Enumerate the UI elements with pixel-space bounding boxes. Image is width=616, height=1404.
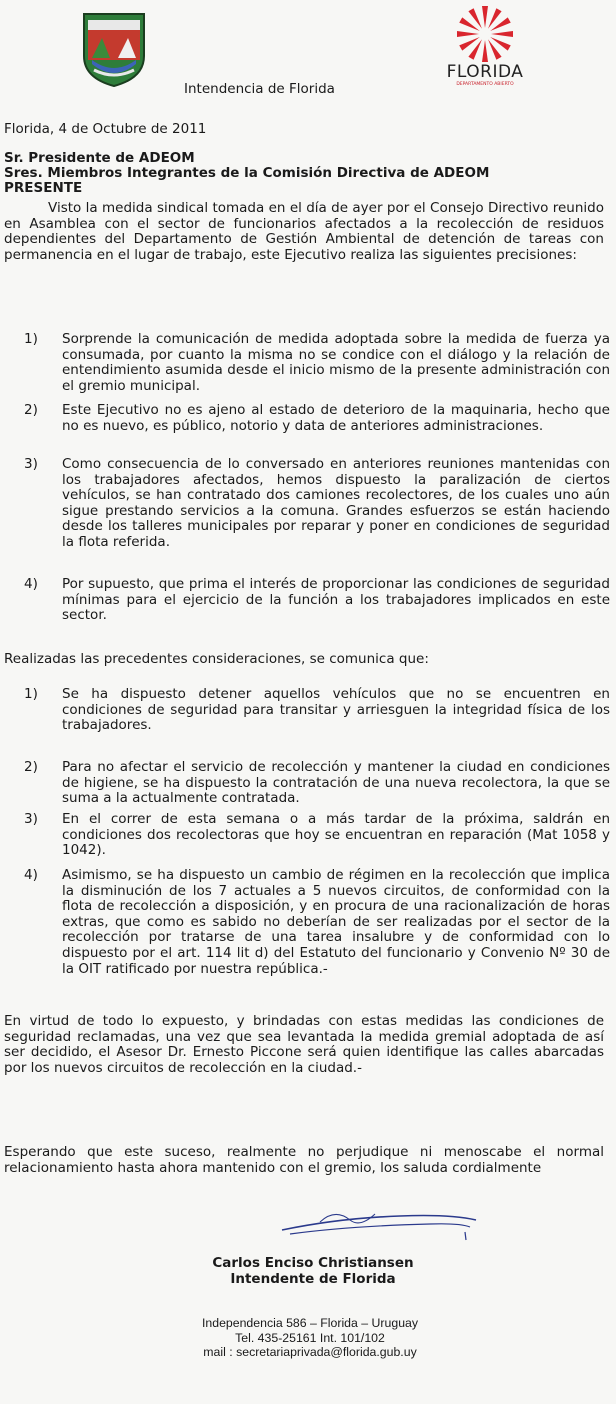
header-title: Intendencia de Florida (184, 81, 335, 97)
closing-paragraph: Esperando que este suceso, realmente no perjudique ni menoscabe el normal relacionamiento hasta ahora mantenido con el gremio, los saluda cordialmente (4, 1144, 604, 1176)
list-number: 1) (24, 331, 38, 347)
list-number: 1) (24, 686, 38, 702)
handwritten-signature (280, 1200, 480, 1249)
list-text: Por supuesto, que prima el interés de proporcionar las condiciones de seguridad mínimas para el ejercicio de la función a los trabajadores implicados en este sector. (62, 576, 610, 624)
addressee-block (4, 151, 604, 196)
list-text: Se ha dispuesto detener aquellos vehículos que no se encuentren en condiciones de seguridad para transitar y arriesguen la integridad física de los trabajadores. (62, 686, 610, 734)
list-number: 3) (24, 456, 38, 472)
conclusion-paragraph: En virtud de todo lo expuesto, y brindadas con estas medidas las condiciones de seguridad reclamadas, una vez que sea levantada la medida gremial adoptada de así ser decidido, el Asesor Dr. Ernesto Piccone será quien identifique las calles abarcadas por los nuevos circuitos de recolección en la ciudad.- (4, 1013, 604, 1076)
logo-subtitle: DEPARTAMENTO ABIERTO (456, 82, 514, 87)
list-text: En el correr de esta semana o a más tardar de la próxima, saldrán en condiciones dos recolectoras que hoy se encuentran en reparación (Mat 1058 y 1042). (62, 811, 610, 859)
footer-contact (160, 1316, 460, 1360)
signatory-block (203, 1255, 423, 1287)
list-text: Para no afectar el servicio de recolección y mantener la ciudad en condiciones de higiene, se ha dispuesto la contratación de una nueva recolectora, la que se suma a la actualmente contratada. (62, 759, 610, 807)
letter-date: Florida, 4 de Octubre de 2011 (4, 121, 207, 137)
list-number: 3) (24, 811, 38, 827)
addressee-line: Sr. Presidente de ADEOM (4, 150, 195, 166)
logo-name: FLORIDA (446, 62, 524, 82)
list-number: 2) (24, 402, 38, 418)
list-text: Como consecuencia de lo conversado en anteriores reuniones mantenidas con los trabajadores afectados, hemos dispuesto la paralización de ciertos vehículos, se han contratado dos camiones recolectores, de los cuales uno aún sigue prestando servicios a la comuna. Grandes esfuerzos se están haciendo desde los talleres municipales por reparar y poner en condiciones de seguridad la flota referida. (62, 456, 610, 550)
intro-paragraph: Visto la medida sindical tomada en el día de ayer por el Consejo Directivo reunido en Asamblea con el sector de funcionarios afectados a la recolección de residuos dependientes del Departamento de Gestión Ambiental de detención de tareas con permanencia en el lugar de trabajo, este Ejecutivo realiza las siguientes precisiones: (4, 200, 604, 263)
florida-logo (410, 4, 560, 104)
list-number: 2) (24, 759, 38, 775)
footer-phone: Tel. 435-25161 Int. 101/102 (235, 1330, 385, 1345)
addressee-line: PRESENTE (4, 180, 83, 196)
list-text: Asimismo, se ha dispuesto un cambio de régimen en la recolección que implica la disminución de los 7 actuales a 5 nuevos circuitos, de conformidad con la flota de recolección a disposición, y en procura de una racionalización de horas extras, que como es sabido no deberían de ser realizadas por el sector de la recolección por tratarse de una tarea insalubre y de conformidad con lo dispuesto por el art. 114 lit d) del Estatuto del funcionario y Convenio Nº 30 de la OIT ratificado por nuestra república.- (62, 867, 610, 977)
considerations-intro: Realizadas las precedentes consideraciones, se comunica que: (4, 651, 429, 667)
list-text: Este Ejecutivo no es ajeno al estado de deterioro de la maquinaria, hecho que no es nuevo, es público, notorio y data de anteriores administraciones. (62, 402, 610, 434)
list-number: 4) (24, 576, 38, 592)
footer-address: Independencia 586 – Florida – Uruguay (201, 1316, 419, 1330)
addressee-line: Sres. Miembros Integrantes de la Comisión Directiva de ADEOM (4, 165, 490, 181)
signatory-role: Intendente de Florida (230, 1271, 396, 1287)
list-text: Sorprende la comunicación de medida adoptada sobre la medida de fuerza ya consumada, por cuanto la misma no se condice con el diálogo y la relación de entendimiento asumida desde el inicio mismo de la presente administración con el gremio municipal. (62, 331, 610, 394)
coat-of-arms (80, 8, 148, 88)
signatory-name: Carlos Enciso Christiansen (212, 1255, 414, 1271)
list-number: 4) (24, 867, 38, 883)
footer-mail: mail : secretariaprivada@florida.gub.uy (203, 1345, 417, 1359)
sunburst-logo-icon (457, 4, 513, 64)
